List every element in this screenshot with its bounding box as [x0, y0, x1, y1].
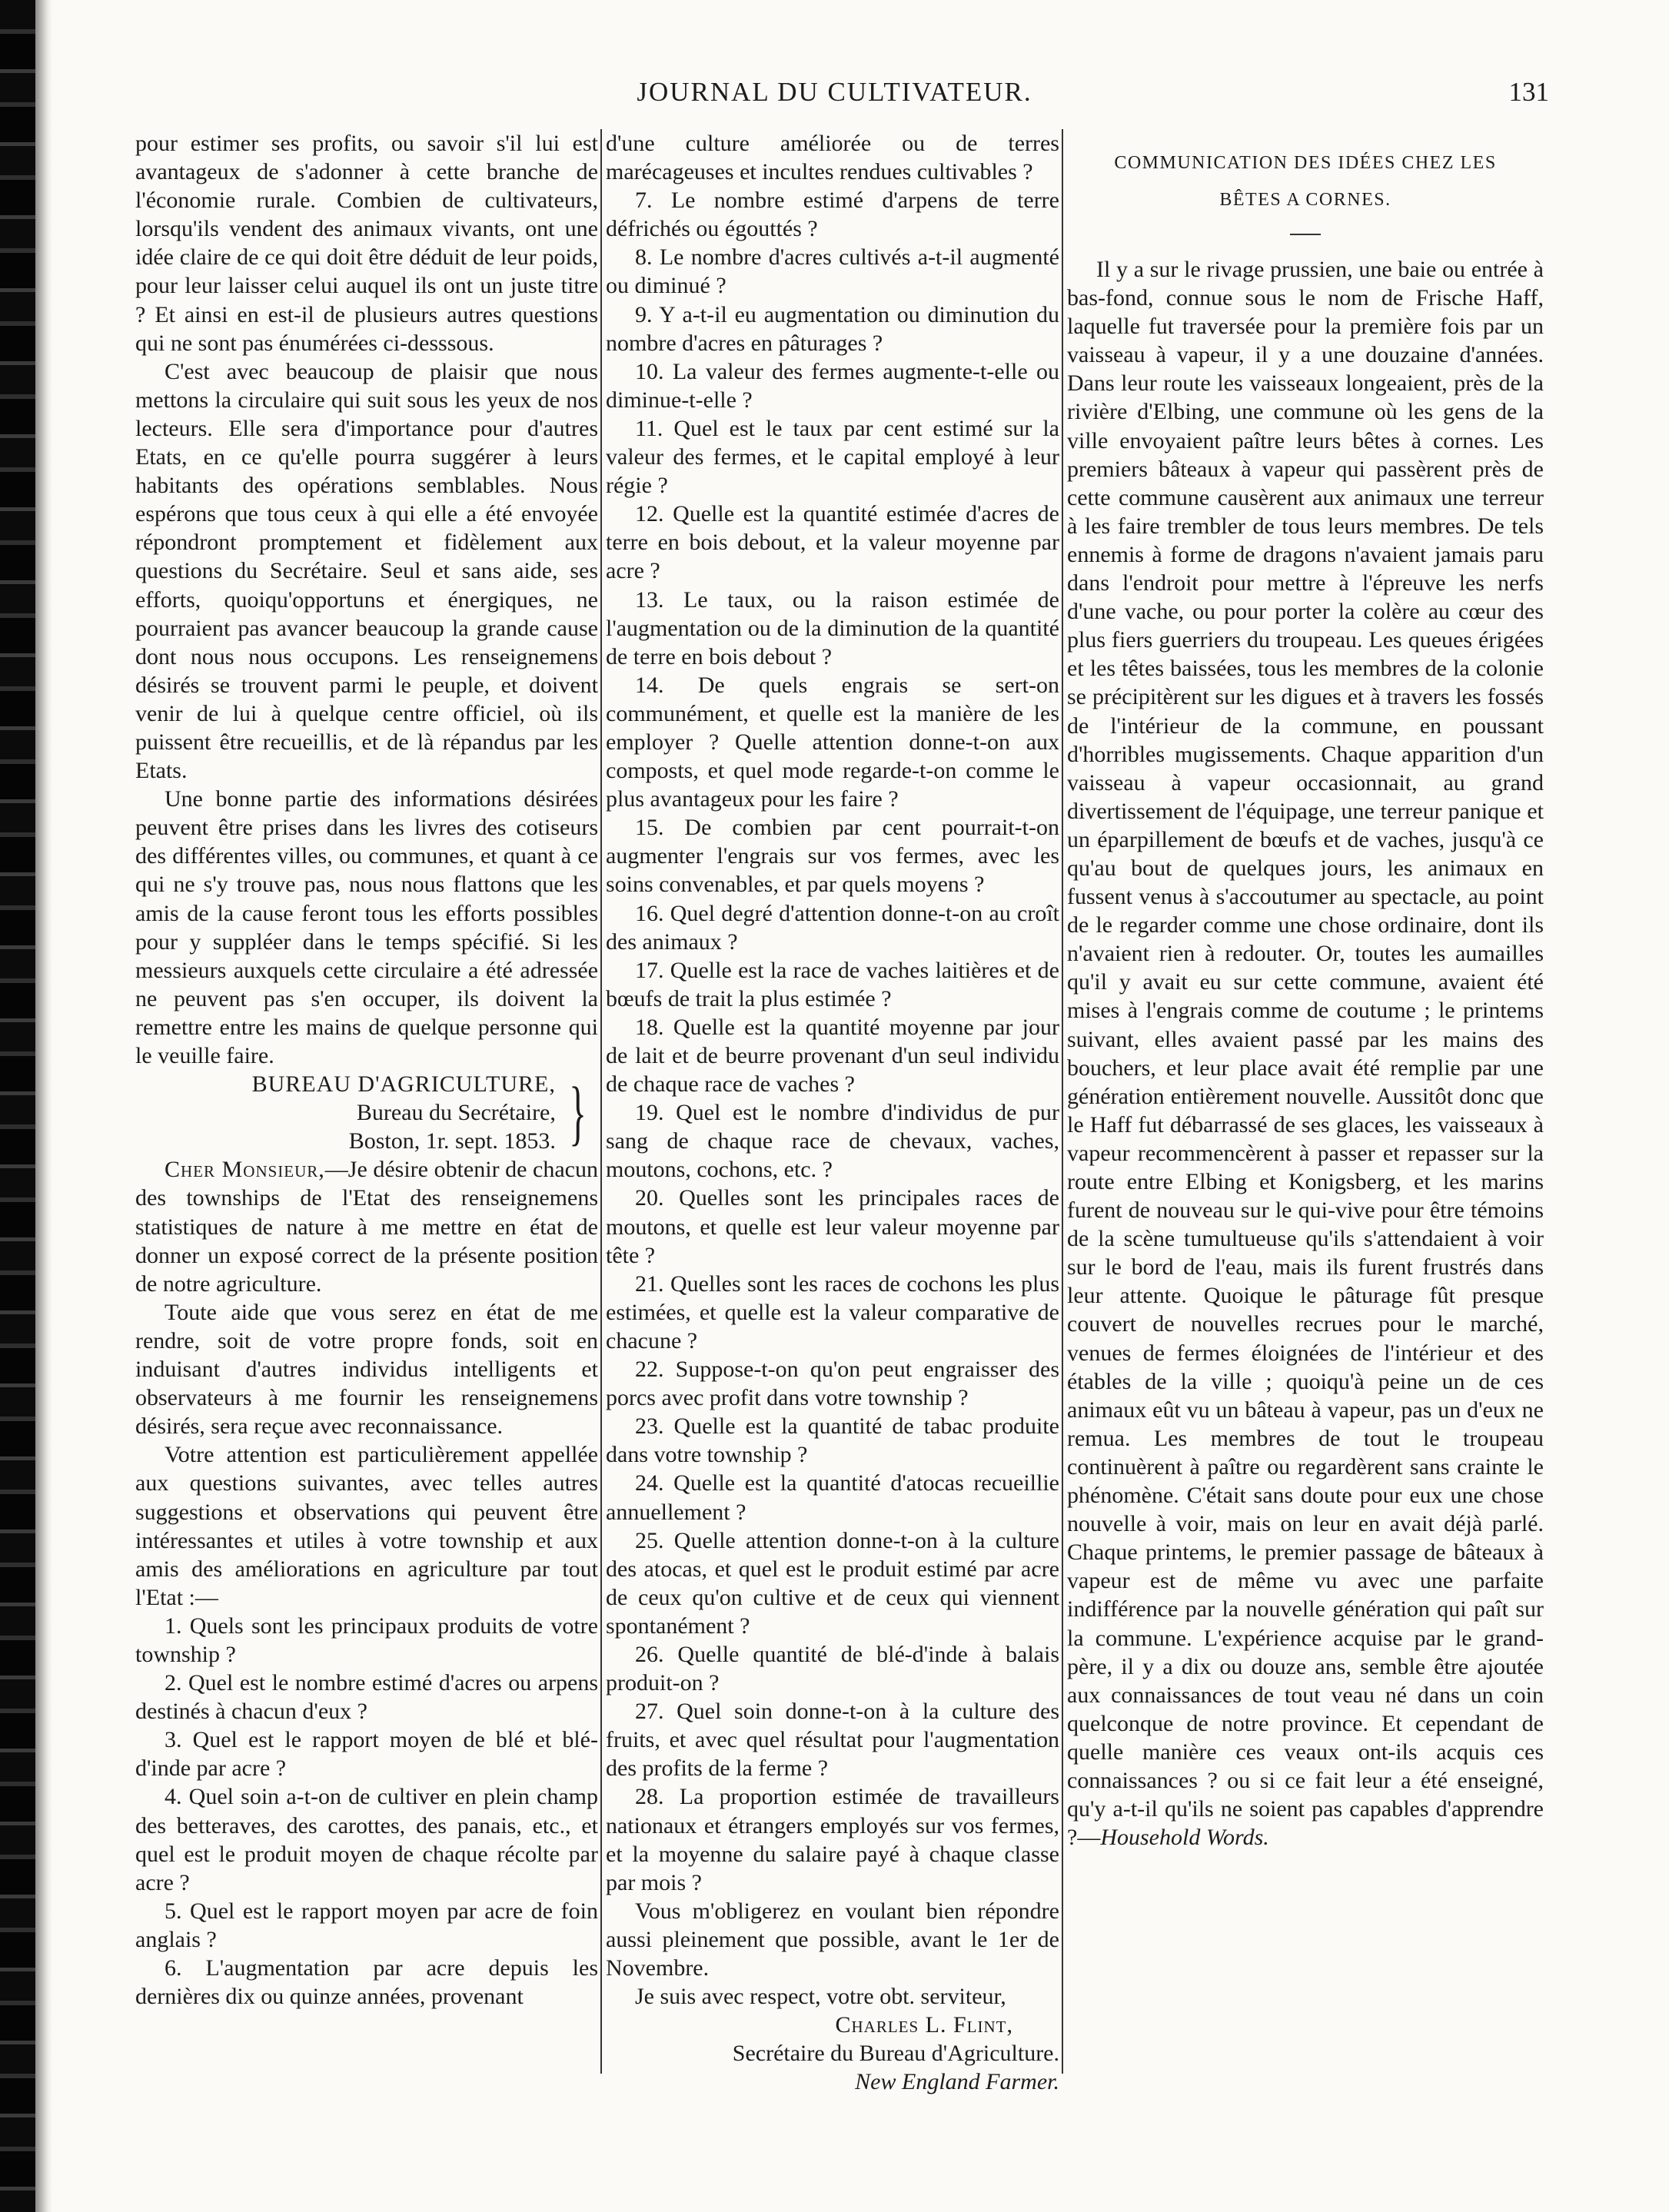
question-2: 2. Quel est le nombre estimé d'acres ou arpens destinés à chacun d'eux ? [135, 1670, 598, 1725]
question-10: 10. La valeur des fermes augmente-t-elle ou diminue-t-elle ? [606, 358, 1059, 413]
question-24: 24. Quelle est la quantité d'atocas recueillie annuellement ? [606, 1470, 1059, 1525]
article-heading-line-2: BÊTES A CORNES. [1219, 190, 1391, 210]
salutation: Cher Monsieur, [165, 1157, 325, 1183]
dateline-office: Bureau du Secrétaire, [356, 1100, 556, 1126]
question-14: 14. De quels engrais se sert-on communément, et quelle est la manière de les employer ? Quelle attention donne-t-on aux composts, et quel mode regarde-t-on comme le plus avantageux pour les faire ? [606, 672, 1059, 812]
question-22: 22. Suppose-t-on qu'on peut engraisser des porcs avec profit dans votre township ? [606, 1357, 1059, 1411]
letter-closing: Vous m'obligerez en voulant bien répondre aussi pleinement que possible, avant le 1er de Novembre. [606, 1898, 1059, 1981]
page-gutter-shadow [35, 0, 52, 2212]
question-6: 6. L'augmentation par acre depuis les dernières dix ou quinze années, provenant [135, 1955, 598, 2010]
article-heading [1067, 144, 1544, 218]
question-7: 7. Le nombre estimé d'arpens de terre défrichés ou égouttés ? [606, 188, 1059, 242]
question-20: 20. Quelles sont les principales races de moutons, et quelle est leur valeur moyenne par tête ? [606, 1185, 1059, 1268]
question-6-continued: d'une culture améliorée ou de terres marécageuses et incultes rendues cultivables ? [606, 131, 1059, 185]
dateline-bureau: BUREAU D'AGRICULTURE, [251, 1071, 556, 1098]
question-23: 23. Quelle est la quantité de tabac produite dans votre township ? [606, 1413, 1059, 1468]
signature-name: Charles L. Flint, [835, 2012, 1013, 2038]
column-2 [606, 129, 1059, 2096]
question-8: 8. Le nombre d'acres cultivés a-t-il augmenté ou diminué ? [606, 244, 1059, 299]
source-credit: New England Farmer. [855, 2069, 1059, 2095]
question-11: 11. Quel est le taux par cent estimé sur la valeur des fermes, et le capital employé à leur régie ? [606, 415, 1059, 499]
question-25: 25. Quelle attention donne-t-on à la culture des atocas, et quel est le produit estimé par acre de ceux qu'on cultive et de ceux qui viennent spontanément ? [606, 1527, 1059, 1639]
dateline-place-date: Boston, 1r. sept. 1853. [348, 1128, 556, 1154]
letter-opening [135, 1155, 598, 1297]
question-28: 28. La proportion estimée de travailleurs nationaux et étrangers employés sur vos fermes, et la moyenne du salaire payé à chaque classe par mois ? [606, 1784, 1059, 1895]
question-16: 16. Quel degré d'attention donne-t-on au croît des animaux ? [606, 900, 1059, 955]
question-19: 19. Quel est le nombre d'individus de pur sang de chaque race de chevaux, vaches, moutons, cochons, etc. ? [606, 1100, 1059, 1183]
column-3 [1067, 129, 1544, 1852]
paragraph: Votre attention est particulièrement appellée aux questions suivantes, avec telles autres suggestions et observations qui peuvent être intéressantes et utiles à votre township et aux amis des améliorations en agriculture par tout l'Etat :— [135, 1442, 598, 1610]
letter-opening-text: —Je désire obtenir de chacun des townships de l'Etat des renseignemens statistiques de nature à me mettre en état de donner un exposé correct de la présente position de notre agriculture. [135, 1157, 598, 1297]
article-body [1067, 255, 1544, 1852]
paragraph: C'est avec beaucoup de plaisir que nous mettons la circulaire qui suit sous les yeux de nos lecteurs. Elle sera d'importance pour d'autres Etats, en ce qu'elle pourra suggérer à leurs habitants des opérations semblables. Nous espérons que tous ceux à qui elle a été envoyée répondront promptement et fidèlement aux questions du Secrétaire. Seul et sans aide, ses efforts, quoiqu'opportuns et énergiques, ne pourraient pas avancer beaucoup la grande cause dont nous nous occupons. Les renseignemens désirés se trouvent parmi le peuple, et doivent venir de lui à quelque centre officiel, où ils puissent être recueillis, et de là répandus par les Etats. [135, 358, 598, 784]
question-5: 5. Quel est le rapport moyen par acre de foin anglais ? [135, 1898, 598, 1952]
column-1 [135, 129, 598, 2011]
paragraph-continued: pour estimer ses profits, ou savoir s'il lui est avantageux de s'adonner à cette branche de l'économie rurale. Combien de cultivateurs, lorsqu'ils vendent des animaux vivants, ont une idée claire de ce qui doit être déduit de leur poids, pour leur laisser celui auquel ils ont un juste titre ? Et ainsi en est-il de plusieurs autres questions qui ne sont pas énumérées ci-desssous. [135, 131, 598, 356]
running-header: JOURNAL DU CULTIVATEUR. [637, 77, 1032, 107]
article-heading-line-1: COMMUNICATION DES IDÉES CHEZ LES [1114, 153, 1497, 173]
question-18: 18. Quelle est la quantité moyenne par jour de lait et de beurre provenant d'un seul individu de chaque race de vaches ? [606, 1014, 1059, 1098]
question-26: 26. Quelle quantité de blé-d'inde à balais produit-on ? [606, 1641, 1059, 1696]
source-credit: Household Words. [1100, 1825, 1269, 1851]
question-4: 4. Quel soin a-t-on de cultiver en plein champ des betteraves, des carottes, des panais, etc., et quel est le produit moyen de chaque récolte par acre ? [135, 1784, 598, 1895]
question-1: 1. Quels sont les principaux produits de votre township ? [135, 1613, 598, 1667]
article-body-text: Il y a sur le rivage prussien, une baie ou entrée à bas-fond, connue sous le nom de Frische Haff, laquelle fut traversée pour la première fois par un vaisseau à vapeur, il y a une douzaine d'années. Dans leur route les vaisseaux longeaient, près de la rivière d'Elbing, une commune où les gens de la ville envoyaient paître leurs bêtes à cornes. Les premiers bâteaux à vapeur qui passèrent près de cette commune causèrent aux animaux une terreur à les faire trembler de tous leurs membres. De tels ennemis à forme de dragons n'avaient jamais paru dans l'endroit pour mettre à l'épreuve les nerfs d'une vache, ou pour porter la colère au cœur des plus fiers guerriers du troupeau. Les queues érigées et les têtes baissées, tous les membres de la colonie se précipitèrent sur les digues et à travers les fossés de l'intérieur de la commune, en poussant d'horribles mugissements. Chaque apparition d'un vaisseau à vapeur occasionnait, au grand divertissement de l'équipage, une terreur panique et un éparpillement de bœufs et de vaches, jusqu'à ce qu'au bout de quelques jours, les animaux en fussent venus à s'accoutumer au spectacle, au point de le regarder comme une chose ordinaire, dont ils n'avaient rien à redouter. Or, toutes les aumailles qu'il y avait eu sur cette commune, avaient été mises à l'engrais comme de coutume ; le printems suivant, elles avaient passé par les mains des bouchers, et leur place avait été remplie par une génération entièrement nouvelle. Aussitôt donc que le Haff fut débarrassé de ses glaces, les vaisseaux à vapeur recommencèrent à passer et repasser sur la route entre Elbing et Konigsberg, et les marins furent de nouveau sur le qui-vive pour être témoins de la scène tumultueuse qu'ils s'attendaient à voir sur le bord de l'eau, mais ils furent frustrés dans leur attente. Quoique le pâturage fût presque couvert de nouvelles recrues pour le marché, venues de fermes éloignées de l'intérieur et des étables de la ville ; quoiqu'à peine un de ces animaux eût vu un bâteau à vapeur, pas un d'eux ne remua. Les membres de tout le troupeau continuèrent à paître ou regardèrent sans crainte le phénomène. C'était sans doute pour eux une chose nouvelle à voir, mais on leur en avait déjà parlé. Chaque printems, le premier passage de bâteaux à vapeur est de même vu avec une parfaite indifférence par la nouvelle génération qui paît sur la commune. L'expérience acquise par le grand-père, il y a dix ou douze ans, semble être ajoutée aux connaissances de tout veau né dans un coin quelconque de notre province. Et cependant de quelle manière ces veaux ont-ils acquis ces connaissances ? ou si ce fait leur a été enseigné, qu'y a-t-il qu'ils ne soient pas capables d'apprendre ?— [1067, 257, 1544, 1851]
signature-title: Secrétaire du Bureau d'Agriculture. [732, 2041, 1059, 2067]
page-binding-edge [0, 0, 35, 2212]
signature-line: Je suis avec respect, votre obt. serviteur, [635, 1984, 1006, 2010]
heading-divider [1290, 234, 1321, 235]
paragraph: Toute aide que vous serez en état de me rendre, soit de votre propre fonds, soit en induisant d'autres individus intelligents et observateurs à me fournir les renseignemens désirés, sera reçue avec reconnaissance. [135, 1299, 598, 1440]
column-rule-1 [600, 129, 602, 2074]
question-13: 13. Le taux, ou la raison estimée de l'augmentation ou de la diminution de la quantité de terre en bois debout ? [606, 586, 1059, 669]
question-27: 27. Quel soin donne-t-on à la culture des fruits, et avec quel résultat pour l'augmentation des profits de la ferme ? [606, 1699, 1059, 1782]
page-number: 131 [1508, 77, 1549, 107]
question-17: 17. Quelle est la race de vaches laitières et de bœufs de trait la plus estimée ? [606, 957, 1059, 1011]
brace-glyph: } [569, 1072, 587, 1153]
circular-dateline [135, 1070, 598, 1155]
question-21: 21. Quelles sont les races de cochons les plus estimées, et quelle est la valeur comparative de chacune ? [606, 1270, 1059, 1353]
question-3: 3. Quel est le rapport moyen de blé et blé-d'inde par acre ? [135, 1727, 598, 1782]
paragraph: Une bonne partie des informations désirées peuvent être prises dans les livres des cotiseurs des différentes villes, ou communes, et quant à ce qui ne s'y trouve pas, nous nous flattons que les amis de la cause feront tous les efforts possibles pour y suppléer dans le temps spécifié. Si les messieurs auxquels cette circulaire a été adressée ne peuvent pas s'en occuper, ils doivent la remettre entre les mains de quelque personne qui le veuille faire. [135, 786, 598, 1068]
question-9: 9. Y a-t-il eu augmentation ou diminution du nombre d'acres en pâturages ? [606, 301, 1059, 356]
column-rule-2 [1062, 129, 1063, 2074]
question-15: 15. De combien par cent pourrait-t-on augmenter l'engrais sur vos fermes, avec les soins convenables, et par quels moyens ? [606, 815, 1059, 898]
question-12: 12. Quelle est la quantité estimée d'acres de terre en bois debout, et la valeur moyenne par acre ? [606, 501, 1059, 584]
